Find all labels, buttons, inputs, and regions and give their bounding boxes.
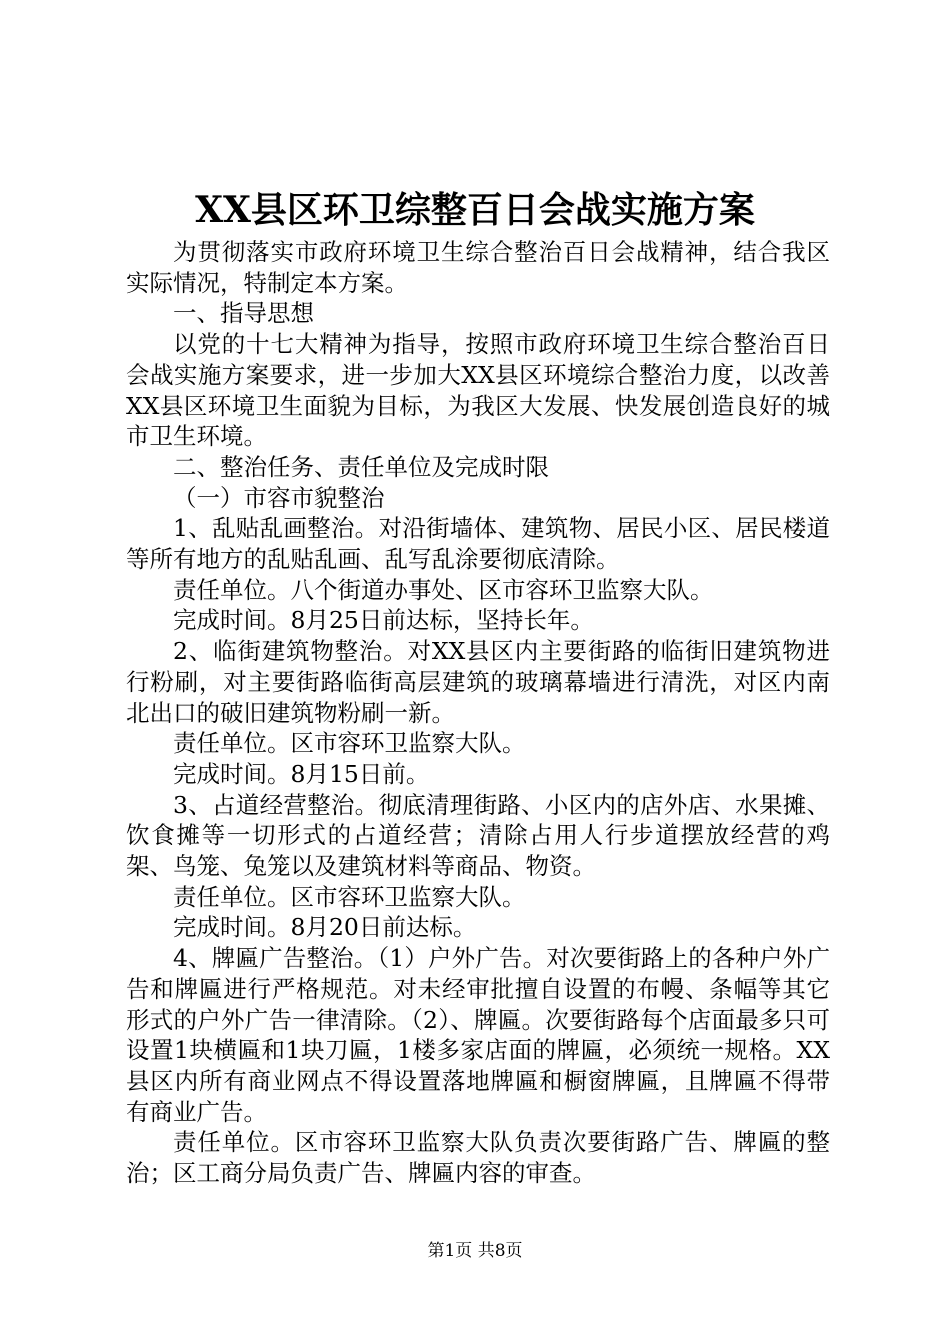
paragraph-item-1-deadline: 完成时间。8月25日前达标，坚持长年。 (173, 606, 594, 635)
paragraph-item-2-responsible: 责任单位。区市容环卫监察大队。 (173, 729, 526, 758)
paragraph-item-3-deadline: 完成时间。8月20日前达标。 (173, 913, 477, 942)
document-title: XX县区环卫综整百日会战实施方案 (195, 189, 755, 231)
paragraph-item-4-responsible: 责任单位。区市容环卫监察大队负责次要街路广告、牌匾的整治；区工商分局负责广告、牌匾内容的审查。 (126, 1128, 830, 1188)
paragraph-item-4: 4、牌匾广告整治。（1）户外广告。对次要街路上的各种户外广告和牌匾进行严格规范。对未经审批擅自设置的布幔、条幅等其它形式的户外广告一律清除。（2）、牌匾。次要街路每个店面最多只可设置1块横匾和1块刀匾，1楼多家店面的牌匾，必须统一规格。XX县区内所有商业网点不得设置落地牌匾和橱窗牌匾，且牌匾不得带有商业广告。 (126, 944, 830, 1126)
paragraph-item-2: 2、临街建筑物整治。对XX县区内主要街路的临街旧建筑物进行粉刷，对主要街路临街高层建筑的玻璃幕墙进行清洗，对区内南北出口的破旧建筑物粉刷一新。 (126, 637, 830, 727)
paragraph-intro: 为贯彻落实市政府环境卫生综合整治百日会战精神，结合我区实际情况，特制定本方案。 (126, 238, 830, 297)
heading-guiding-thought: 一、指导思想 (173, 299, 314, 328)
page-footer: 第1页 共8页 (427, 1241, 523, 1261)
subheading-city-appearance: （一）市容市貌整治 (173, 483, 385, 512)
paragraph-guiding-thought: 以党的十七大精神为指导，按照市政府环境卫生综合整治百日会战实施方案要求，进一步加大XX县区环境综合整治力度，以改善XX县区环境卫生面貌为目标，为我区大发展、快发展创造良好的城市卫生环境。 (126, 330, 830, 451)
document-body (126, 237, 830, 1189)
paragraph-item-3-responsible: 责任单位。区市容环卫监察大队。 (173, 882, 526, 911)
paragraph-item-1-responsible: 责任单位。八个街道办事处、区市容环卫监察大队。 (173, 575, 714, 604)
paragraph-item-3: 3、占道经营整治。彻底清理街路、小区内的店外店、水果摊、饮食摊等一切形式的占道经营；清除占用人行步道摆放经营的鸡架、鸟笼、兔笼以及建筑材料等商品、物资。 (126, 790, 830, 881)
paragraph-item-1: 1、乱贴乱画整治。对沿街墙体、建筑物、居民小区、居民楼道等所有地方的乱贴乱画、乱写乱涂要彻底清除。 (126, 514, 830, 574)
paragraph-item-2-deadline: 完成时间。8月15日前。 (173, 759, 430, 788)
heading-tasks: 二、整治任务、责任单位及完成时限 (173, 452, 549, 481)
